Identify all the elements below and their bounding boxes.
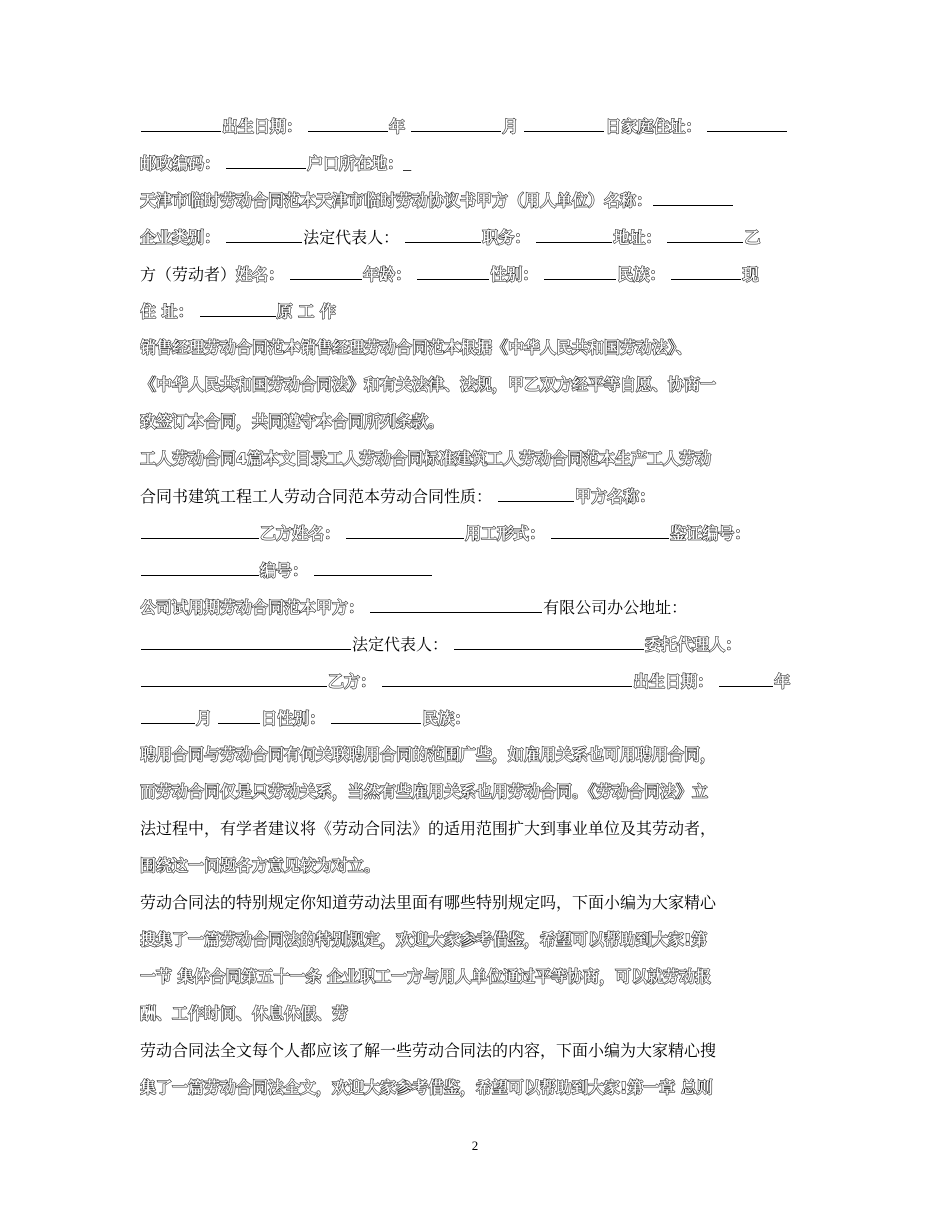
gender-label: 性别： — [490, 265, 539, 284]
paragraph-text: 劳动合同法全文每个人都应该了解一些劳动合同法的内容，下面小编为大家精心搜 — [140, 1043, 717, 1060]
gender-label: 日性别： — [261, 709, 326, 728]
paragraph-text: 工人劳动合同4篇本文目录工人劳动合同标准建筑工人劳动合同范本生产工人劳动 — [140, 449, 712, 468]
fill-blank — [141, 634, 351, 650]
ethnicity-label: 民族： — [422, 709, 471, 728]
text-line — [140, 819, 810, 839]
fill-blank — [141, 560, 259, 576]
text-line — [140, 1004, 810, 1024]
office-address-label: 有限公司办公地址： — [543, 600, 688, 617]
legal-rep-label: 法定代表人： — [352, 637, 449, 654]
text-line — [140, 338, 810, 358]
fill-blank — [141, 523, 259, 539]
fill-blank — [498, 486, 574, 502]
text-line — [140, 264, 810, 284]
text-line — [140, 856, 810, 876]
month-label: 月 — [502, 117, 519, 136]
text-line — [140, 301, 810, 321]
paragraph-text: 法过程中，有学者建议将《劳动合同法》的适用范围扩大到事业单位及其劳动者， — [140, 821, 717, 838]
text-line — [140, 1041, 810, 1061]
fill-blank — [719, 671, 773, 687]
year-label: 年 — [774, 672, 791, 691]
fill-blank — [200, 301, 276, 317]
company-type-label: 企业类别： — [140, 228, 221, 247]
fill-blank — [405, 227, 481, 243]
fill-blank — [346, 523, 464, 539]
text-line — [140, 967, 810, 987]
text-line — [140, 227, 810, 247]
agent-label: 委托代理人： — [645, 635, 742, 654]
birth-date-label: 出生日期： — [633, 672, 714, 691]
fill-blank — [141, 116, 221, 132]
number-label: 编号： — [260, 561, 309, 580]
contract-nature-label: 合同书建筑工程工人劳动合同范本劳动合同性质： — [140, 489, 493, 506]
party-a-label: 公司试用期劳动合同范本甲方： — [140, 598, 365, 617]
paragraph-text: 《中华人民共和国劳动合同法》和有关法律、法规，甲乙双方经平等自愿、协商一 — [140, 375, 717, 394]
household-label: 户口所在地： — [307, 154, 404, 173]
fill-blank — [667, 227, 743, 243]
fill-blank — [411, 116, 501, 132]
fill-blank — [536, 227, 612, 243]
fill-blank — [671, 264, 741, 280]
name-label: 姓名： — [236, 265, 285, 284]
text-line — [140, 449, 810, 469]
fill-blank — [551, 523, 669, 539]
party-b-label: 方（劳动者） — [140, 267, 237, 284]
paragraph-text: 销售经理劳动合同范本销售经理劳动合同范本根据《中华人民共和国劳动法》、 — [140, 338, 693, 357]
position-label: 职务： — [482, 228, 531, 247]
employment-form-label: 用工形式： — [465, 524, 546, 543]
original-work-label: 原 工 作 — [276, 302, 336, 321]
text-line — [140, 153, 810, 173]
paragraph-text: 一节 集体合同第五十一条 企业职工一方与用人单位通过平等协商，可以就劳动报 — [140, 967, 712, 986]
address-label: 日家庭住址： — [605, 117, 702, 136]
paragraph-text: 天津市临时劳动合同范本天津市临时劳动协议书甲方（用人单位）名称： — [140, 191, 653, 210]
fill-blank — [454, 634, 644, 650]
text-line — [140, 782, 810, 802]
year-label: 年 — [389, 117, 406, 136]
party-b-prefix: 乙 — [744, 228, 761, 247]
text-line — [140, 1078, 810, 1098]
paragraph-text: 致签订本合同，共同遵守本合同所列条款。 — [140, 412, 445, 431]
text-line — [140, 560, 810, 580]
paragraph-text: 而劳动合同仅是只劳动关系，当然有些雇用关系也用劳动合同。《劳动合同法》立 — [140, 782, 709, 801]
fill-blank — [226, 227, 302, 243]
paragraph-text: 集了一篇劳动合同法全文，欢迎大家参考借鉴，希望可以帮助到大家!第一章 总则 — [140, 1078, 713, 1097]
age-label: 年龄： — [363, 265, 412, 284]
paragraph-text: 劳动合同法的特别规定你知道劳动法里面有哪些特别规定吗，下面小编为大家精心 — [140, 895, 717, 912]
paragraph-text: 围绕这一问题各方意见较为对立。 — [140, 856, 381, 875]
fill-blank — [308, 116, 388, 132]
fill-blank — [417, 264, 489, 280]
text-line — [140, 486, 810, 506]
residence-label: 住 址： — [140, 302, 194, 321]
party-b-name-label: 乙方姓名： — [260, 524, 341, 543]
text-line — [140, 412, 810, 432]
text-line — [140, 375, 810, 395]
text-line — [140, 671, 810, 691]
month-label: 月 — [196, 709, 213, 728]
current-prefix: 现 — [742, 265, 759, 284]
fill-blank — [544, 264, 616, 280]
document-body — [140, 116, 810, 1115]
birth-date-label: 出生日期： — [222, 117, 303, 136]
text-line — [140, 930, 810, 950]
text-line — [140, 893, 810, 913]
party-b-label: 乙方： — [328, 672, 377, 691]
text-line — [140, 190, 810, 210]
text-line — [140, 745, 810, 765]
fill-blank — [290, 264, 362, 280]
party-a-name-label: 甲方名称： — [575, 487, 656, 506]
legal-rep-label: 法定代表人： — [303, 230, 400, 247]
fill-blank — [141, 671, 327, 687]
page-number: 2 — [471, 1138, 479, 1153]
text-line — [140, 116, 810, 136]
paragraph-text: 聘用合同与劳动合同有何关联聘用合同的范围广些，如雇用关系也可用聘用合同， — [140, 745, 717, 764]
fill-blank — [370, 597, 542, 613]
paragraph-text: 酬、工作时间、休息休假、劳 — [140, 1004, 349, 1023]
certification-number-label: 鉴证编号： — [670, 524, 751, 543]
text-line — [140, 634, 810, 654]
fill-blank — [653, 190, 733, 206]
fill-blank — [218, 708, 260, 724]
address-label: 地址： — [613, 228, 662, 247]
fill-blank — [707, 116, 787, 132]
paragraph-text: 搜集了一篇劳动合同法的特别规定，欢迎大家参考借鉴，希望可以帮助到大家!第 — [140, 930, 708, 949]
fill-blank — [226, 153, 306, 169]
fill-blank — [141, 708, 195, 724]
fill-blank — [331, 708, 421, 724]
postcode-label: 邮政编码： — [140, 154, 221, 173]
fill-blank — [382, 671, 632, 687]
text-line — [140, 597, 810, 617]
ethnicity-label: 民族： — [617, 265, 666, 284]
text-line — [140, 523, 810, 543]
text-line — [140, 708, 810, 728]
fill-blank — [524, 116, 604, 132]
fill-blank — [314, 560, 432, 576]
trailing-underscore: _ — [403, 156, 412, 173]
